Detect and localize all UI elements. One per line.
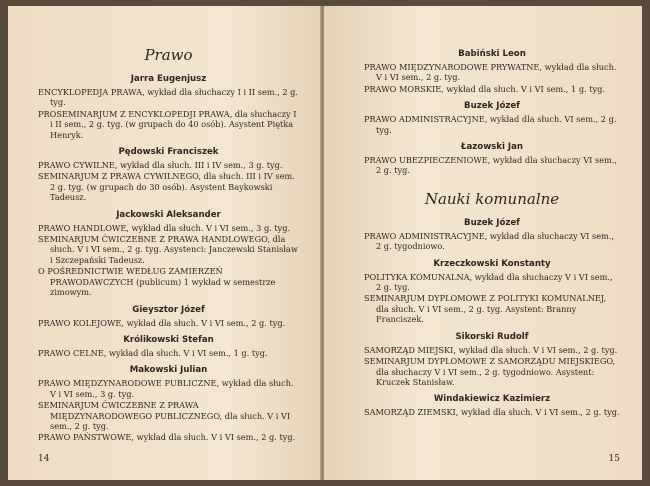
right-blocks-bottom [364, 218, 620, 418]
right-blocks-top [364, 49, 620, 176]
section-title-nauki-komunalne: Nauki komunalne [424, 189, 560, 208]
section-title-prawo: Prawo [144, 46, 193, 64]
lecturer-name: Pędowski Franciszek [118, 147, 219, 158]
lecturer-name: Sikorski Rudolf [455, 331, 529, 342]
course-entry: PRAWO KOLEJOWE, wykład dla słuch. V i VI sem., 2 g. tyg. [38, 317, 286, 328]
course-entry: PRAWO PAŃSTWOWE, wykład dla słuch. V i VI sem., 2 g. tyg. [38, 432, 296, 443]
course-entry: POLITYKA KOMUNALNA, wykład dla słuchaczy V i VI sem., 2 g. tyg. [364, 271, 613, 293]
course-entry: PRAWO HANDLOWE, wykład dla słuch. V i VI sem., 3 g. tyg. [38, 222, 291, 233]
course-entry: PROSEMINARJUM Z ENCYKLOPEDJI PRAWA, dla słuchaczy I i II sem., 2 g. tyg. (w grupach do 40 osób). Asystent Piętka Henryk. [38, 108, 297, 140]
lecturer-name: Krzeczkowski Konstanty [433, 258, 551, 269]
lecturer-name: Łazowski Jan [460, 142, 524, 153]
lecturer-name: Królikowski Stefan [123, 334, 214, 345]
course-entry: PRAWO CELNE, wykład dla słuch. V i VI sem., 1 g. tyg. [38, 347, 268, 358]
lecturer-name: Jarra Eugenjusz [130, 74, 207, 84]
left-blocks [38, 74, 299, 443]
course-entry: PRAWO MORSKIE, wykład dla słuch. V i VI sem., 1 g. tyg. [364, 83, 606, 94]
page-number-left: 14 [38, 454, 50, 464]
left-page [8, 6, 321, 480]
lecturer-name: Windakiewicz Kazimierz [433, 394, 551, 405]
course-entry: PRAWO MIĘDZYNARODOWE PRYWATNE, wykład dla słuch. V i VI sem., 2 g. tyg. [364, 62, 617, 83]
course-entry: PRAWO UBEZPIECZENIOWE, wykład dla słuchaczy VI sem., 2 g. tyg. [364, 155, 618, 176]
lecturer-name: Buzek Józef [464, 101, 520, 112]
page-number-right: 15 [608, 454, 620, 464]
course-entry: O POŚREDNICTWIE WEDŁUG ZAMIERZEŃ PRAWODAWCZYCH (publicum) 1 wykład w semestrze zimowym. [38, 266, 276, 298]
course-entry: SEMINARJUM DYPLOMOWE Z SAMORZĄDU MIEJSKIEGO, dla słuchaczy V i VI sem., 2 g. tygodniowo. Asystent: Kruczek Stanisław. [364, 356, 616, 387]
course-entry: SEMINARJUM DYPLOMOWE Z POLITYKI KOMUNALNEJ, dla słuch. V i VI sem., 2 g. tyg. Asystent: Branny Franciszek. [364, 293, 607, 325]
course-entry: ENCYKLOPEDJA PRAWA, wykład dla słuchaczy I i II sem., 2 g. tyg. [38, 87, 299, 108]
lecturer-name: Makowski Julian [129, 365, 208, 376]
lecturer-name: Babiński Leon [458, 49, 526, 59]
lecturer-name: Gieysztor Józef [132, 304, 205, 315]
course-entry: PRAWO MIĘDZYNARODOWE PUBLICZNE, wykład dla słuch. V i VI sem., 3 g. tyg. [38, 378, 294, 399]
right-page [324, 6, 642, 480]
course-entry: SEMINARJUM ĆWICZEBNE Z PRAWA MIĘDZYNARODOWEGO PUBLICZNEGO, dla słuch. V i VI sem., 2 g. tyg. [38, 400, 291, 431]
lecturer-name: Buzek Józef [464, 217, 520, 228]
course-entry: SAMORZĄD MIEJSKI, wykład dla słuch. V i VI sem., 2 g. tyg. [364, 344, 618, 355]
course-entry: SAMORZĄD ZIEMSKI, wykład dla słuch. V i VI sem., 2 g. tyg. [364, 407, 620, 418]
course-entry: SEMINARJUM ĆWICZEBNE Z PRAWA HANDLOWEGO, dla słuch. V i VI sem., 2 g. tyg. Asystenci: Janczewski Stanisław i Szczepański Tadeusz. [38, 234, 298, 265]
course-entry: PRAWO ADMINISTRACYJNE, wykład dla słuch. VI sem., 2 g. tyg. [364, 114, 617, 135]
course-entry: SEMINARJUM Z PRAWA CYWILNEGO, dla słuch. III i IV sem. 2 g. tyg. (w grupach do 30 osób). Asystent Baykowski Tadeusz. [38, 171, 295, 203]
lecturer-name: Jackowski Aleksander [116, 209, 221, 220]
course-entry: PRAWO CYWILNE, wykład dla słuch. III i IV sem., 3 g. tyg. [38, 160, 283, 171]
course-entry: PRAWO ADMINISTRACYJNE, wykład dla słuchaczy VI sem., 2 g. tygodniowo. [364, 230, 615, 252]
